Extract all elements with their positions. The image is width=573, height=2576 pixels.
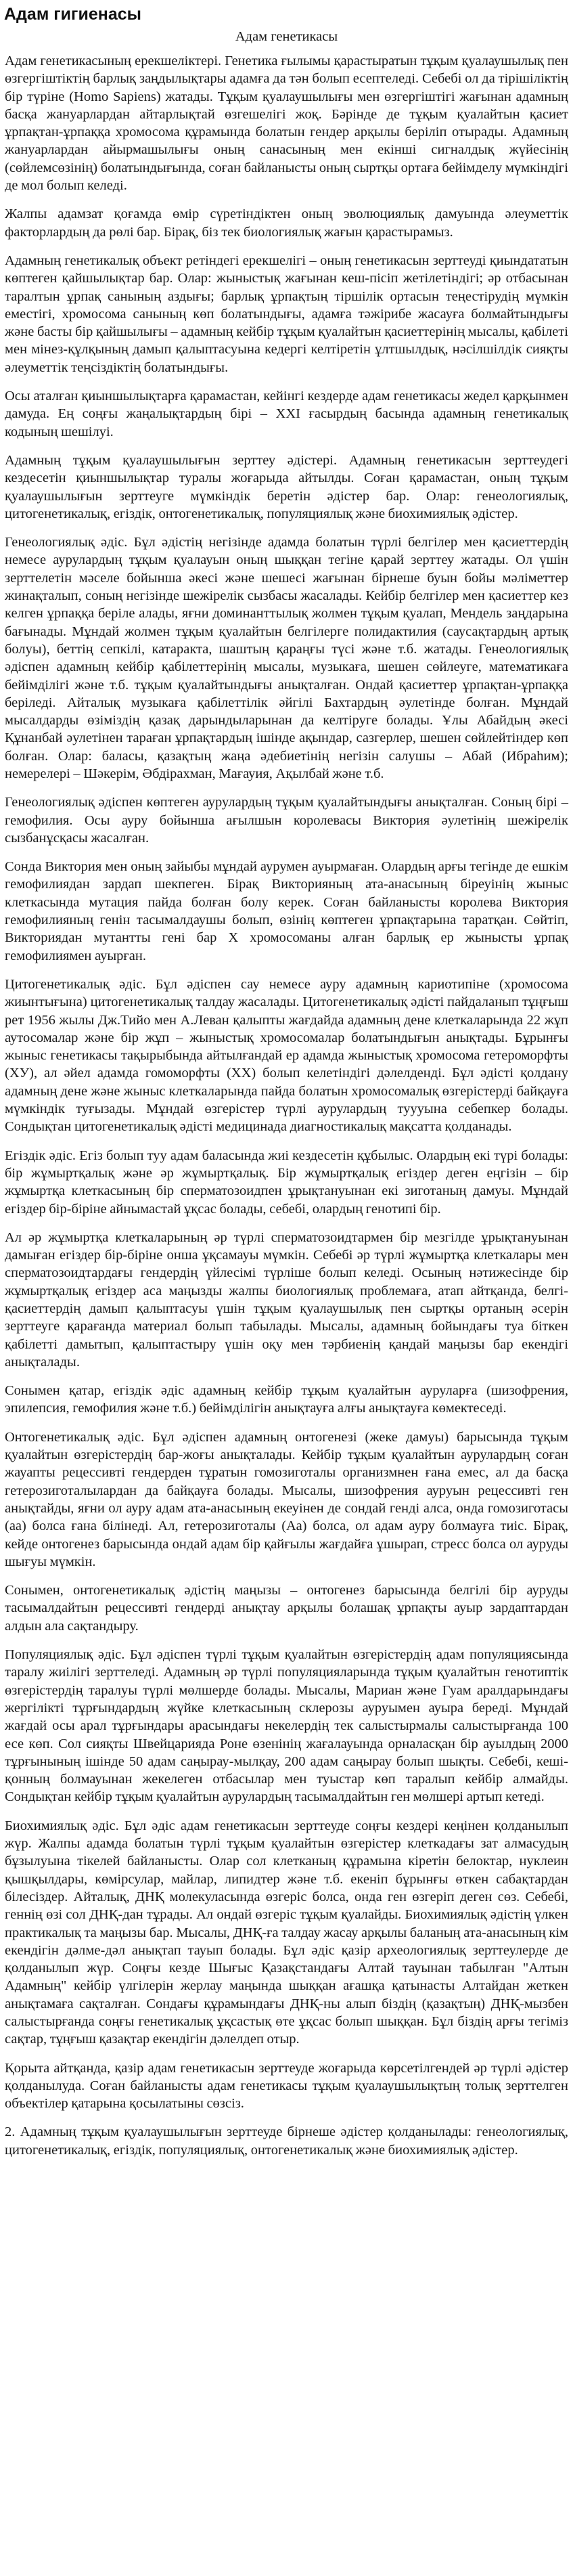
paragraph-17: Қорыта айтқанда, қазір адам генетикасын зерттеуде жоғарыда көрсетілгендей әр түрлі әдістер қолданылуда. Соған байланысты адам генетикасы тұқым қуалаушылықтың толық зерттелген объектілер қатарына қосылатыны сөзсіз. — [5, 2060, 568, 2112]
paragraph-5: Адамның тұқым қуалаушылығын зерттеу әдістері. Адамның генетикасын зерттеудегі кездесетін қиыншылықтар туралы жоғарыда айтылды. Соған қарамастан, оның тұқым қуалаушылығын зерттеуге мүмкіндік беретін әдістер бар. Олар: генеологиялық, цитогенетикалық, егіздік, онтогенетикалық, популяциялық және биохимиялық әдістер. — [5, 452, 568, 521]
paragraph-15: Популяциялық әдіс. Бұл әдіспен түрлі тұқым қуалайтын өзгерістердің адам популяциясында таралу жиілігі зерттеледі. Адамның әр түрлі популяцияларында тұқым қуалайтын генотиптік өзгерістердің таралуы түрлі мөлшерде болады. Мысалы, Мариан және Гуам аралдарындағы жергілікті тұрғындардың жүйке клеткасының склерозы ауруымен ауыра береді. Мұндай жағдай осы арал тұрғындары арасындағы некелердің тек салыстырмалы салыстырғанда 100 есе көп. Сол сияқты Швейцарияда Роне өзенінің жағалауында орналасқан бір ауылдың 2000 тұрғынының ішінде 50 адам саңырау-мылқау, 200 адам саңырау болып шықты. Себебі, кеші-қонның болмауынан жекелеген отбасылар мен туыстар көп таралып кейбір алмайды. Сондықтан кейбір тұқым қуалайтын аурулардың тасымалдайтын ген мөлшері артып кетеді. — [5, 1647, 568, 1805]
paragraph-6: Генеологиялық әдіс. Бұл әдістің негізінде адамда болатын түрлі белгілер мен қасиеттердің немесе аурулардың тұқым қуалауын оның шыққан тегіне қарай зерттеу жатады. Ол үшін зерттелетін мәселе бойынша әкесі және шешесі жағынан бірнеше буын бойы мәліметтер жинақталып, соның негізінде шежірелік сызбасы жасалады. Кейбір белгілер мен қасиеттер кез келген ұрпаққа беріле алады, яғни доминанттылық жолмен тұқым қуалап, Мендель заңдарына бағынады. Мұндай жолмен тұқым қуалайтын белгілерге полидактилия (саусақтардың артық болуы), беттің сепкілі, катаракта, шаштың қараңғы түсі және т.б. жатады. Генеологиялық әдіспен адамның кейбір қабілеттерінің мысалы, музыкаға, шешен сөйлеуге, математикаға бейімділігі және т.б. тұқым қуалайтындығы анықталған. Ондай қасиеттер ұрпақтан-ұрпаққа беріледі. Айталық музыкаға қабілеттілік әйгілі Бахтардың әулетінде болған. Мұндай мысалдарды өзіміздің қазақ дарындыларынан да келтіруге болады. Ұлы Абайдың әкесі Құнанбай әулетінен тараған ұрпақтардың ішінде ақындар, сазгерлер, шешен сөйлейтіндер көп болған. Олар: баласы, қазақтың жаңа әдебиетінің негізін салушы – Абай (Ибраһим); немерелері – Шәкерім, Әбдірахман, Мағауия, Ақылбай және т.б. — [5, 535, 568, 781]
paragraph-3: Адамның генетикалық объект ретіндегі ерекшелігі – оның генетикасын зерттеуді қиындататын көптеген қайшылықтар бар. Олар: жыныстық жағынан кеш-пісіп жетілетіндігі; әр отбасынан таралтын ұрпақ санының аздығы; барлық ұрпақтың тіршілік ортасын теңестірудің мүмкін еместігі, хромосома санының көп болатындығы, адамға тәжірибе жасауға болмайтындығы және басты бір қайшылығы – адамның кейбір тұқым қуалайтын қасиеттерінің мысалы, қабілеті мен мінез-құлқының дамып қалыптасуына кедергі келтіретін ұлтшылдық, нәсілшілдік сияқты әлеуметтік теңсіздіктің болатындығы. — [5, 253, 568, 375]
paragraph-10: Егіздік әдіс. Егіз болып туу адам баласында жиі кездесетін құбылыс. Олардың екі түрі болады: бір жұмыртқалық және әр жұмыртқалық. Бір жұмыртқалық егіздер деген еңгізін – бір жұмыртқа клеткасының бір сперматозоидпен ұрықтануынан екі зиготаның дамуы. Мұндай егіздер бір-біріне айнымастай ұқсас болады, себебі, олардың генотипі бір. — [5, 1148, 568, 1217]
paragraph-14: Сонымен, онтогенетикалық әдістің маңызы – онтогенез барысында белгілі бір ауруды тасымалдайтын рецессивті гендерді анықтау арқылы болашақ ұрпақты ауыр зардаптардан алдын ала сақтандыру. — [5, 1583, 568, 1634]
paragraph-9: Цитогенетикалық әдіс. Бұл әдіспен сау немесе ауру адамның кариотипіне (хромосома жиынтығына) цитогенетикалық талдау жасалады. Цитогенетикалық әдісті пайдаланып тұңғыш рет 1956 жылы Дж.Тийо мен А.Леван қалыпты жағдайда адамның дене клеткаларында 22 жұп аутосомалар және бір жұп – жыныстық хромосомалар болатындығын анықтады. Бұрынғы жыныс генетикасы тақырыбында айтылғандай ер адамда жыныстық хромосома гетероморфты (ХУ), ал әйел адамда гомоморфты (ХХ) болып келетіндігі дәлелденді. Бұл әдісті қолдану адамның дене және жыныс клеткаларында пайда болатын хромосомалық өзгерістерді байқауға мүмкіндік туғызады. Мұндай өзгерістер түрлі аурулардың туууына себепкер болады. Сондықтан цитогенетикалық әдісті медицинада диагностикалық мақсатта қолданады. — [5, 976, 568, 1135]
paragraph-7: Генеологиялық әдіспен көптеген аурулардың тұқым қуалайтындығы анықталған. Соның бірі – гемофилия. Осы ауру бойынша ағылшын королевасы Виктория әулетінің шежірелік сызбанұсқасы жасалған. — [5, 795, 568, 846]
paragraph-8: Сонда Виктория мен оның зайыбы мұндай аурумен ауырмаған. Олардың арғы тегінде де ешкім гемофилиядан зардап шекпеген. Бірақ Викторияның ата-анасының біреуінің жыныс клеткасында мутация пайда болған болу керек. Соған байланысты королева Виктория гемофилияның генін тасымалдаушы болып, өзінің көптеген ұрпақтарына таратқан. Сөйтіп, Викториядан мутантты гені бар Х хромосоманы алған барлық ер жынысты ұрпақ гемофилиямен ауырған. — [5, 859, 568, 963]
paragraph-2: Жалпы адамзат қоғамда өмір сүретіндіктен оның эволюциялық дамуында әлеуметтік факторлардың да рөлі бар. Бірақ, біз тек биологиялық жағын қарастырамыз. — [5, 206, 568, 240]
paragraph-11: Ал әр жұмыртқа клеткаларының әр түрлі сперматозоидтармен бір мезгілде ұрықтануынан дамыған егіздер бір-біріне онша ұқсамауы мүмкін. Себебі әр түрлі жұмыртқа клеткалары мен сперматозоидтардағы гендердің үйлесімі түрліше болып келеді. Осының нәтижесінде бір жұмыртқалық егіздер аса маңызды жалпы биологиялық проблемаға, атап айтқанда, белгі-қасиеттердің дамып қалыптасуы үшін тұқым қуалаушылық пен сыртқы ортаның әсерін зерттеуге қарағанда материал болып табылады. Мысалы, адамның бойындағы туа біткен қабілетті дамытып, қалыптастыру үшін оқу мен тәрбиенің қандай маңызы бар екендігі анықталады. — [5, 1229, 568, 1370]
section-subtitle: Адам генетикасы — [235, 29, 338, 44]
paragraph-1: Адам генетикасының ерекшеліктері. Генетика ғылымы қарастыратын тұқым қуалаушылық пен өзгергіштіктің барлық заңдылықтары адамға да тән болып есептеледі. Себебі ол да тірішіліктің бір түріне (Homo Sapiens) жатады. Тұқым қуалаушылығы мен өзгергіштігі жағынан адамның басқа жануарлардан айтарлықтай өзгешелігі жоқ. Бәрінде де тұқым қуалайтын қасиет ұрпақтан-ұрпаққа хромосома құрамында болатын гендер арқылы беріліп отырады. Адамның жануарлардан айырмашылығы оның санасының мен екінші сигналдық жүйесінің (сөйлемсөзінің) болатындығында, соған байланысты оның сыртқы ортаға бейімделу мүмкіндігі де мол болып келеді. — [5, 53, 568, 194]
paragraph-4: Осы аталған қиыншылықтарға қарамастан, кейінгі кездерде адам генетикасы жедел қарқынмен дамуда. Ең соңғы жаңалықтардың бірі – ХХІ ғасырдың басында адамның генетикалық кодының шешілуі. — [5, 389, 568, 439]
paragraph-18: 2. Адамның тұқым қуалаушылығын зерттеуде бірнеше әдістер қолданылады: генеологиялық, цитогенетикалық, егіздік, популяциялық, онтогенетикалық және биохимиялық әдістер. — [5, 2124, 568, 2158]
paragraph-16: Биохимиялық әдіс. Бұл әдіс адам генетикасын зерттеуде соңғы кездері кеңінен қолданылып жүр. Жалпы адамда болатын түрлі тұқым қуалайтын өзгерістер клеткадағы зат алмасудың бұзылуына тікелей байланысты. Олар сол клетканың құрамына кіретін белоктар, нуклеин қышқылдары, көмірсулар, майлар, липидтер және т.б. екеніп бұрынғы өткен сабақтардан білесіздер. Айталық, ДНҚ молекуласында өзгеріс болса, онда ген өзгеріп деген сөз. Себебі, геннің өзі сол ДНҚ-дан тұрады. Ал ондай өзгеріс тұқым қуалайды. Биохимиялық әдістің үлкен практикалық та маңызы бар. Мысалы, ДНҚ-ға талдау жасау арқылы баланың ата-анасының кім екендігін дәлме-дәл анықтап тауып болады. Бұл әдіс қазір археологиялық зерттеулерде де қолданылып жүр. Соңғы кезде Шығыс Қазақстандағы Алтай тауынан табылған "Алтын Адамның" кейбір үлгілерін жерлау маңында шыққан ағашқа қатынасты Алтайдан жеткен анықтамаға сақталған. Сондағы құрамындағы ДНҚ-ны алып біздің (қазақтың) ДНҚ-мызбен салыстырғанда соңғы генетикалық ұқсастық өте ұқсас болып шыққан. Бұл біздің арғы тегіміз сақтар, тұңғыш қазақтар екендігін дәлелдеп отыр. — [5, 1818, 568, 2047]
paragraph-12: Сонымен қатар, егіздік әдіс адамның кейбір тұқым қуалайтын ауруларға (шизофрения, эпилепсия, гемофилия және т.б.) бейімділігін анықтауға алғы анықтауға көмектеседі. — [5, 1383, 568, 1416]
page-title: Адам гигиенасы — [4, 5, 141, 24]
paragraph-13: Онтогенетикалық әдіс. Бұл әдіспен адамның онтогенезі (жеке дамуы) барысында тұқым қуалайтын өзгерістердің бар-жоғы анықталады. Кейбір тұқым қуалайтын аурулардың соған жауапты рецессивті гендерден тұратын гомозиготалы организмнен ғана емес, ал да басқа гетерозиготалылардан да байқауға болады. Мысалы, шизофрения ауруын рецессивті ген анықтайды, яғни ол ауру адам ата-анасының екеуінен де сондай генді алса, онда гомозиготасы (аа) болса ғана білінеді. Ал, гетерозиготалы (Аа) болса, ол адам ауру болмауға тиіс. Бірақ, кейде онтогенез барысында ондай адам бір қайғылы жағдайға ұшырап, стресс болса ол ауруды шығуы мүмкін. — [5, 1429, 568, 1569]
